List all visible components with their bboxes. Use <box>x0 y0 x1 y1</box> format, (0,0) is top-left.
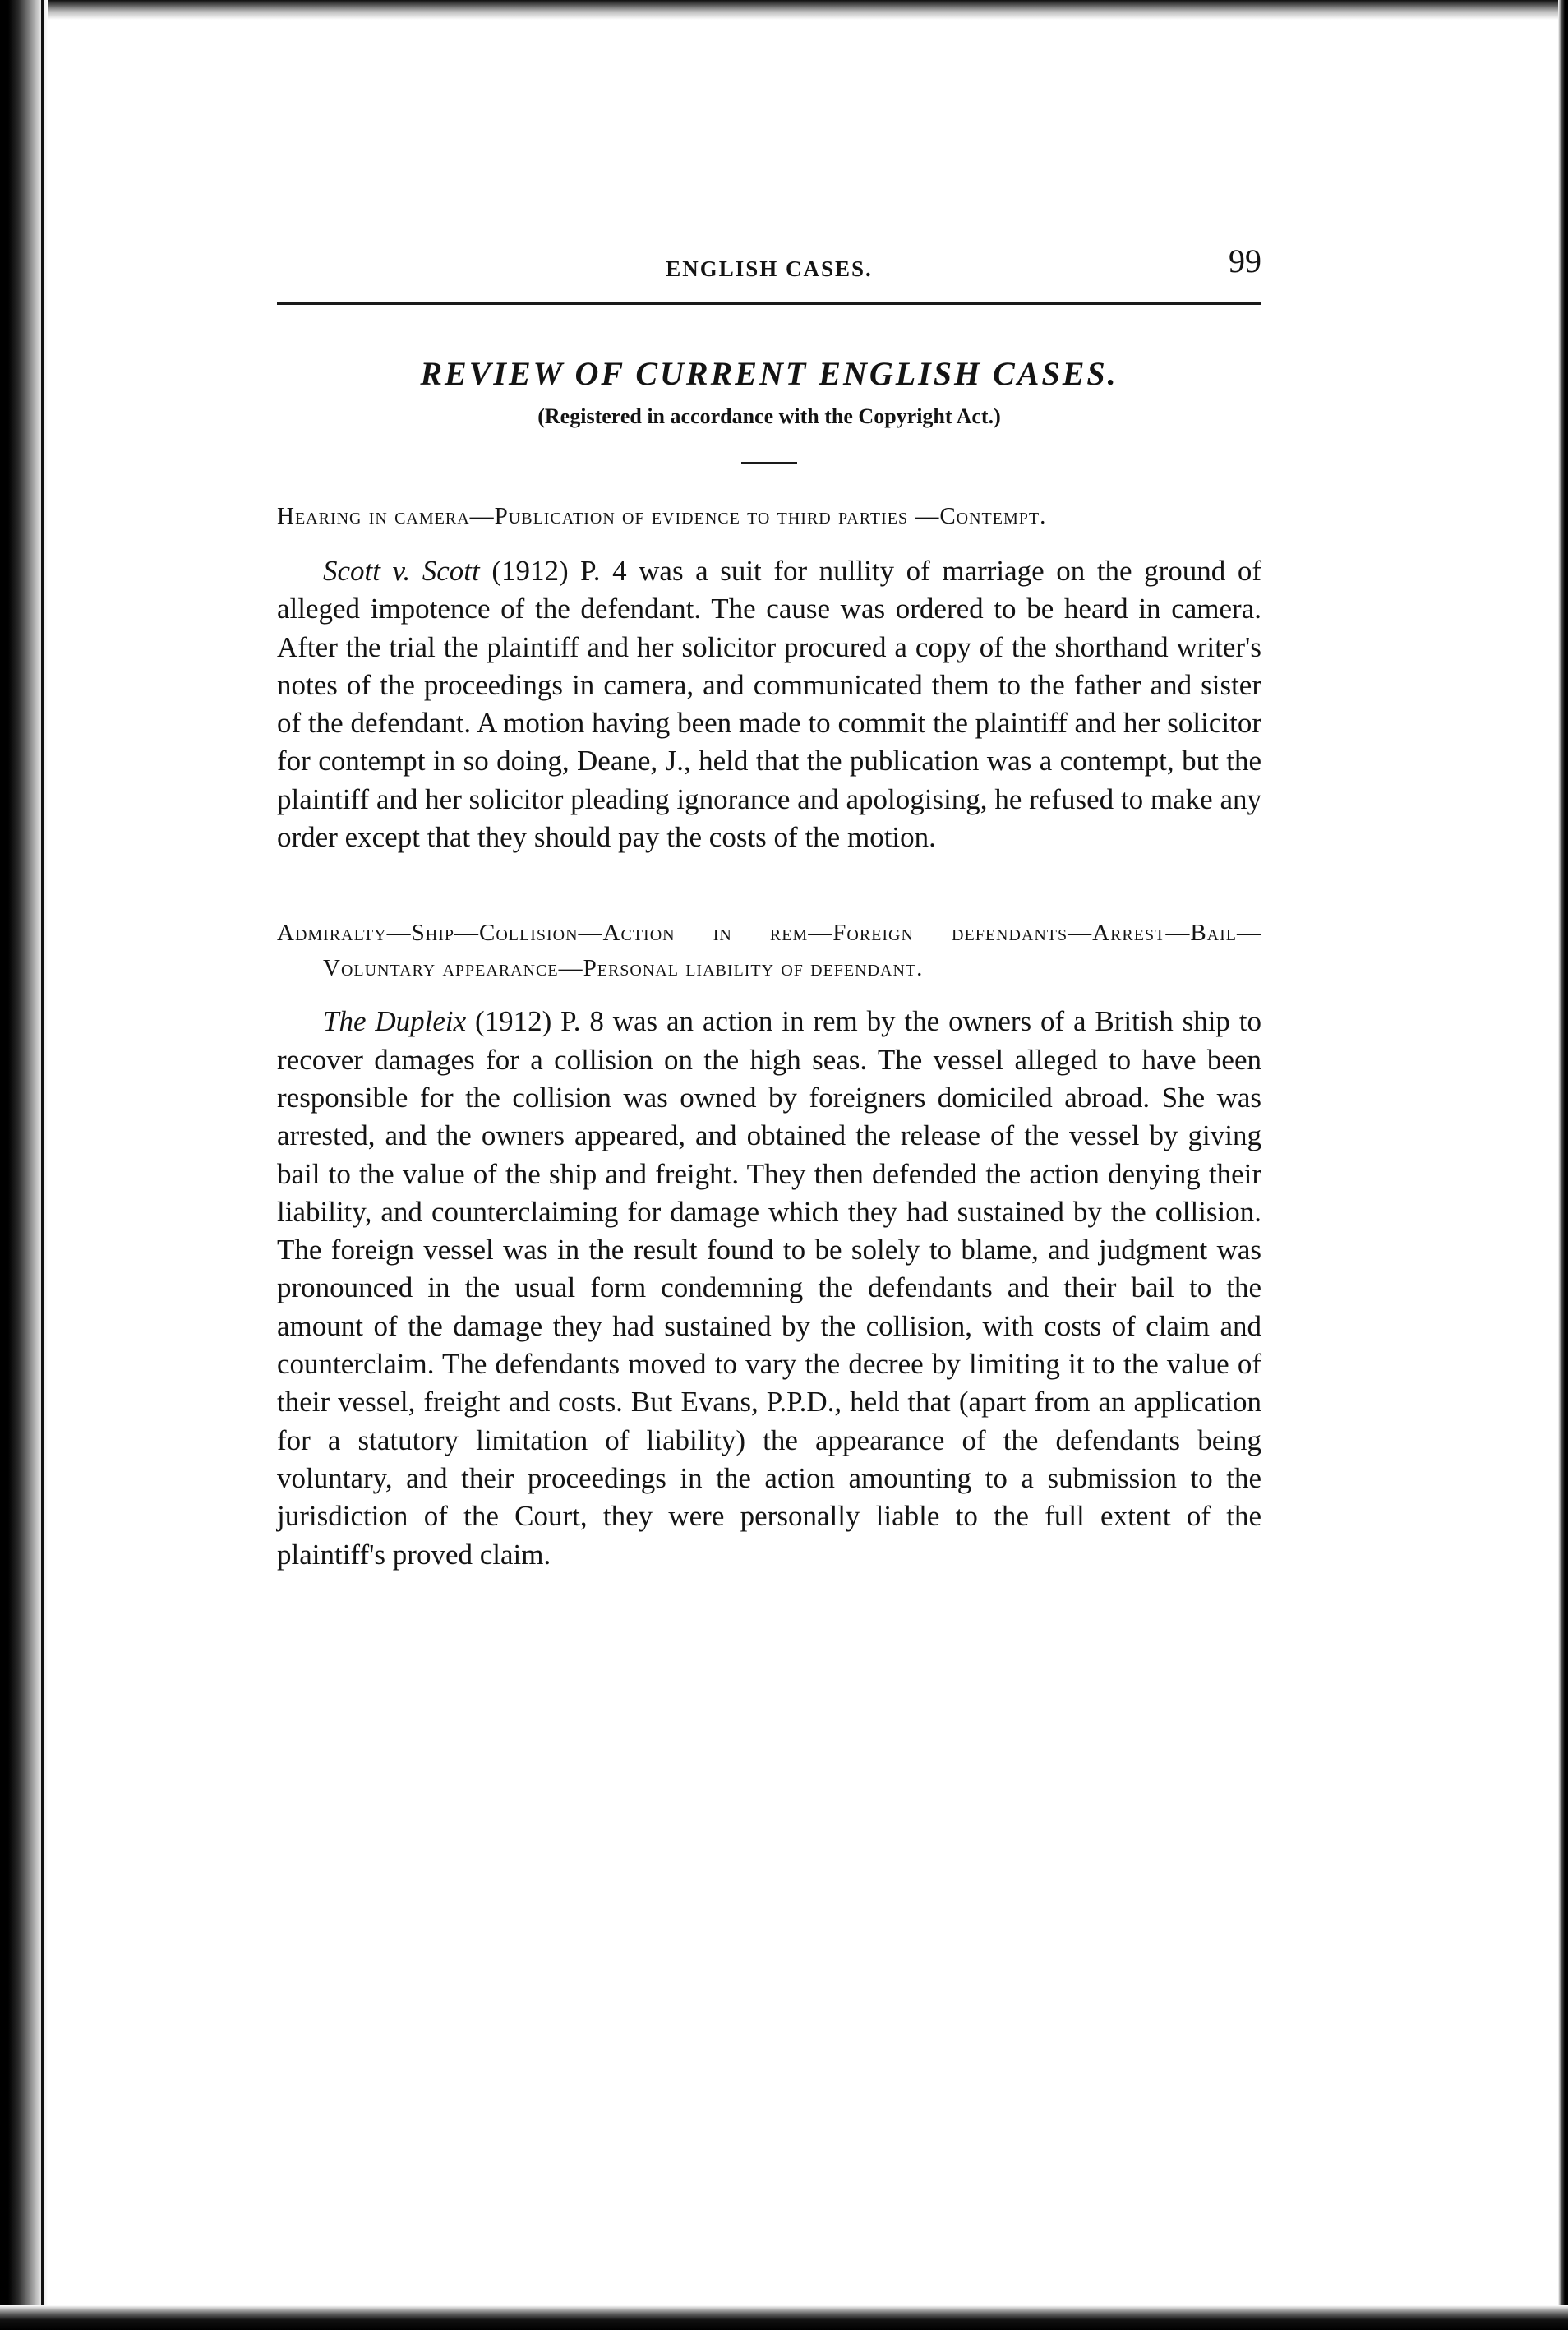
case-headnote: Admiralty—Ship—Collision—Action in rem—Foreign defendants—Arrest—Bail—Voluntary appearance—Personal liability of defendant. <box>277 920 1261 982</box>
case-body: (1912) P. 4 was a suit for nullity of marriage on the ground of alleged impotence of the defendant. The cause was ordered to be heard in camera. After the trial the plaintiff and her solicitor procured a copy of the shorthand writer's notes of the proceedings in camera, and communicated them to the father and sister of the defendant. A motion having been made to commit the plaintiff and her solicitor for contempt in so doing, Deane, J., held that the publication was a contempt, but the plaintiff and her solicitor pleading ignorance and apologising, he refused to make any order except that they should pay the costs of the motion. <box>277 555 1261 854</box>
case-summary <box>277 1003 1261 1573</box>
section-title: REVIEW OF CURRENT ENGLISH CASES. <box>420 355 1118 392</box>
running-head <box>277 238 1261 288</box>
scan-edge-top <box>0 0 1568 20</box>
page-content <box>277 238 1261 1603</box>
scan-edge-right <box>1558 0 1568 2330</box>
case-name: Scott v. Scott <box>323 555 480 587</box>
header-rule <box>277 302 1261 305</box>
case-summary <box>277 552 1261 856</box>
copyright-note: (Registered in accordance with the Copyright Act.) <box>537 404 1001 428</box>
case-body: (1912) P. 8 was an action in rem by the owners of a British ship to recover damages for a collision on the high seas. The vessel alleged to have been responsible for the collision was owned by foreigners domiciled abroad. She was arrested, and the owners appeared, and obtained the release of the vessel by giving bail to the value of the ship and freight. They then defended the action denying their liability, and counterclaiming for damage which they had sustained by the collision. The foreign vessel was in the result found to be solely to blame, and judgment was pronounced in the usual form condemning the defendants and their bail to the amount of the damage they had sustained by the collision, with costs of claim and counterclaim. The defendants moved to vary the decree by limiting it to the value of their vessel, freight and costs. But Evans, P.P.D., held that (apart from an application for a statutory limitation of liability) the appearance of the defendants being voluntary, and their proceedings in the action amounting to a submission to the jurisdiction of the Court, they were personally liable to the full extent of the plaintiff's proved claim. <box>277 1005 1261 1571</box>
case-name: The Dupleix <box>323 1005 467 1038</box>
running-head-title: ENGLISH CASES. <box>666 256 873 281</box>
section-divider <box>741 462 797 464</box>
page-number: 99 <box>1229 242 1261 279</box>
case-headnote: Hearing in camera—Publication of evidence to third parties —Contempt. <box>277 503 1047 529</box>
scan-edge-left <box>0 0 48 2330</box>
scan-edge-bottom <box>0 2305 1568 2330</box>
